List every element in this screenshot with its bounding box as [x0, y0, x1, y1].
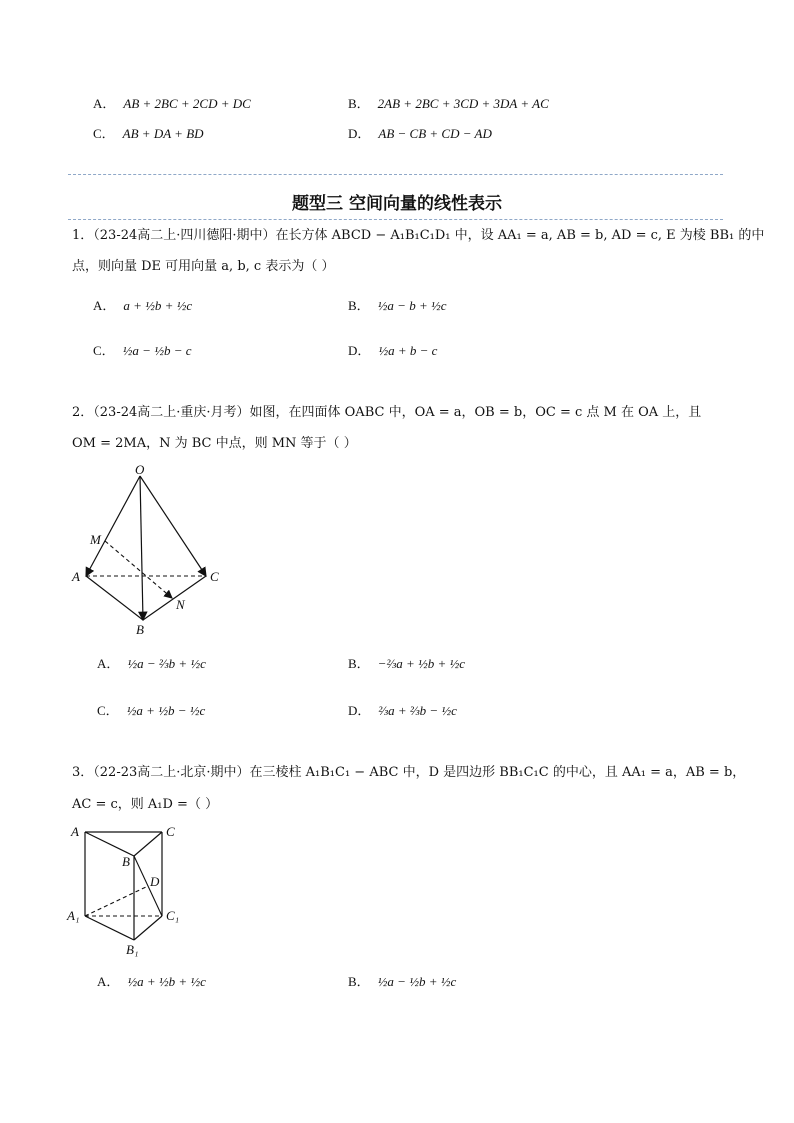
label-D: D: [150, 874, 160, 889]
option-expr: 2AB + 2BC + 3CD + 3DA + AC: [377, 96, 549, 111]
q3-option-a[interactable]: [97, 974, 206, 991]
option-label: A．: [97, 974, 120, 989]
q1-stem-line2: 点，则向量 DE 可用向量 a, b, c 表示为（ ）: [72, 259, 335, 274]
option-expr: ½a + ½b − ½c: [126, 703, 206, 718]
section-divider-top: [68, 174, 723, 175]
q1-option-a[interactable]: [93, 298, 192, 315]
q2-stem-line2: OM = 2MA，N 为 BC 中点，则 MN 等于（ ）: [72, 436, 357, 451]
option-expr: AB − CB + CD − AD: [378, 126, 492, 141]
option-label: D．: [348, 343, 371, 358]
q1-option-b[interactable]: [348, 298, 447, 315]
option-c-prev[interactable]: [93, 126, 204, 143]
option-expr: ½a − ½b + ½c: [377, 974, 457, 989]
option-expr: a + ½b + ½c: [123, 298, 193, 313]
option-label: B．: [348, 656, 370, 671]
option-label: A．: [93, 298, 116, 313]
edge-OA: [86, 476, 140, 576]
option-label: A．: [93, 96, 116, 111]
label-C: C: [166, 824, 175, 839]
vector-MN: [105, 541, 172, 598]
q2-option-a[interactable]: [97, 656, 206, 673]
option-expr: ½a − b + ½c: [377, 298, 447, 313]
edge-OC: [140, 476, 206, 576]
option-label: A．: [97, 656, 120, 671]
option-label: C．: [93, 126, 115, 141]
option-expr: ⅔a + ⅔b − ½c: [378, 703, 457, 718]
q2-option-b[interactable]: [348, 656, 465, 673]
q3-stem-line1: 3．（22-23高二上·北京·期中）在三棱柱 A₁B₁C₁ − ABC 中，D 是四边形 BB₁C₁C 的中心，且 AA₁ = a，AB = b，: [72, 765, 746, 780]
option-expr: ½a + ½b + ½c: [127, 974, 206, 989]
q1-stem-line1: 1．（23-24高二上·四川德阳·期中）在长方体 ABCD − A₁B₁C₁D₁ 中，设 AA₁ = a, AB = b, AD = c, E 为棱 BB₁ 的中: [72, 228, 765, 243]
option-expr: ½a + b − c: [378, 343, 438, 358]
option-expr: ½a − ⅔b + ½c: [127, 656, 206, 671]
section-divider-bottom: [68, 219, 723, 220]
option-label: D．: [348, 126, 371, 141]
option-b-prev[interactable]: [348, 96, 549, 113]
edge-AB: [86, 576, 143, 620]
option-expr: AB + 2BC + 2CD + DC: [123, 96, 251, 111]
label-C: C: [210, 569, 219, 584]
q1-option-d[interactable]: [348, 343, 437, 360]
option-a-prev[interactable]: [93, 96, 251, 113]
option-label: C．: [97, 703, 119, 718]
label-B: B: [122, 854, 130, 869]
label-B1: B₁: [126, 942, 139, 957]
q2-option-d[interactable]: [348, 703, 457, 720]
q3-option-b[interactable]: [348, 974, 456, 991]
label-O: O: [135, 462, 145, 477]
edge-BC: [143, 576, 206, 620]
option-expr: −⅔a + ½b + ½c: [377, 656, 466, 671]
option-label: B．: [348, 96, 370, 111]
option-expr: ½a − ½b − c: [122, 343, 192, 358]
option-label: B．: [348, 974, 370, 989]
q2-stem-line1: 2．（23-24高二上·重庆·月考）如图，在四面体 OABC 中，OA = a，OB = b，OC = c 点 M 在 OA 上，且: [72, 405, 702, 420]
edge-B1C1: [134, 916, 162, 940]
label-A1: A₁: [67, 908, 80, 923]
label-A: A: [72, 569, 80, 584]
edge-BC: [134, 832, 162, 856]
prism-figure: [62, 820, 202, 962]
option-label: C．: [93, 343, 115, 358]
option-label: B．: [348, 298, 370, 313]
section-title: 题型三 空间向量的线性表示: [292, 194, 502, 214]
q1-option-c[interactable]: [93, 343, 192, 360]
edge-AB: [85, 832, 134, 856]
q3-stem-line2: AC = c，则 A₁D =（ ）: [72, 797, 219, 812]
tetrahedron-figure: [66, 458, 236, 638]
q2-option-c[interactable]: [97, 703, 205, 720]
label-M: M: [90, 532, 101, 547]
label-B: B: [136, 622, 144, 637]
edge-A1B1: [85, 916, 134, 940]
label-A: A: [71, 824, 79, 839]
option-label: D．: [348, 703, 371, 718]
option-d-prev[interactable]: [348, 126, 492, 143]
segment-A1D: [85, 886, 148, 916]
edge-OB: [140, 476, 143, 620]
label-C1: C₁: [166, 908, 180, 923]
option-expr: AB + DA + BD: [122, 126, 204, 141]
label-N: N: [176, 597, 185, 612]
